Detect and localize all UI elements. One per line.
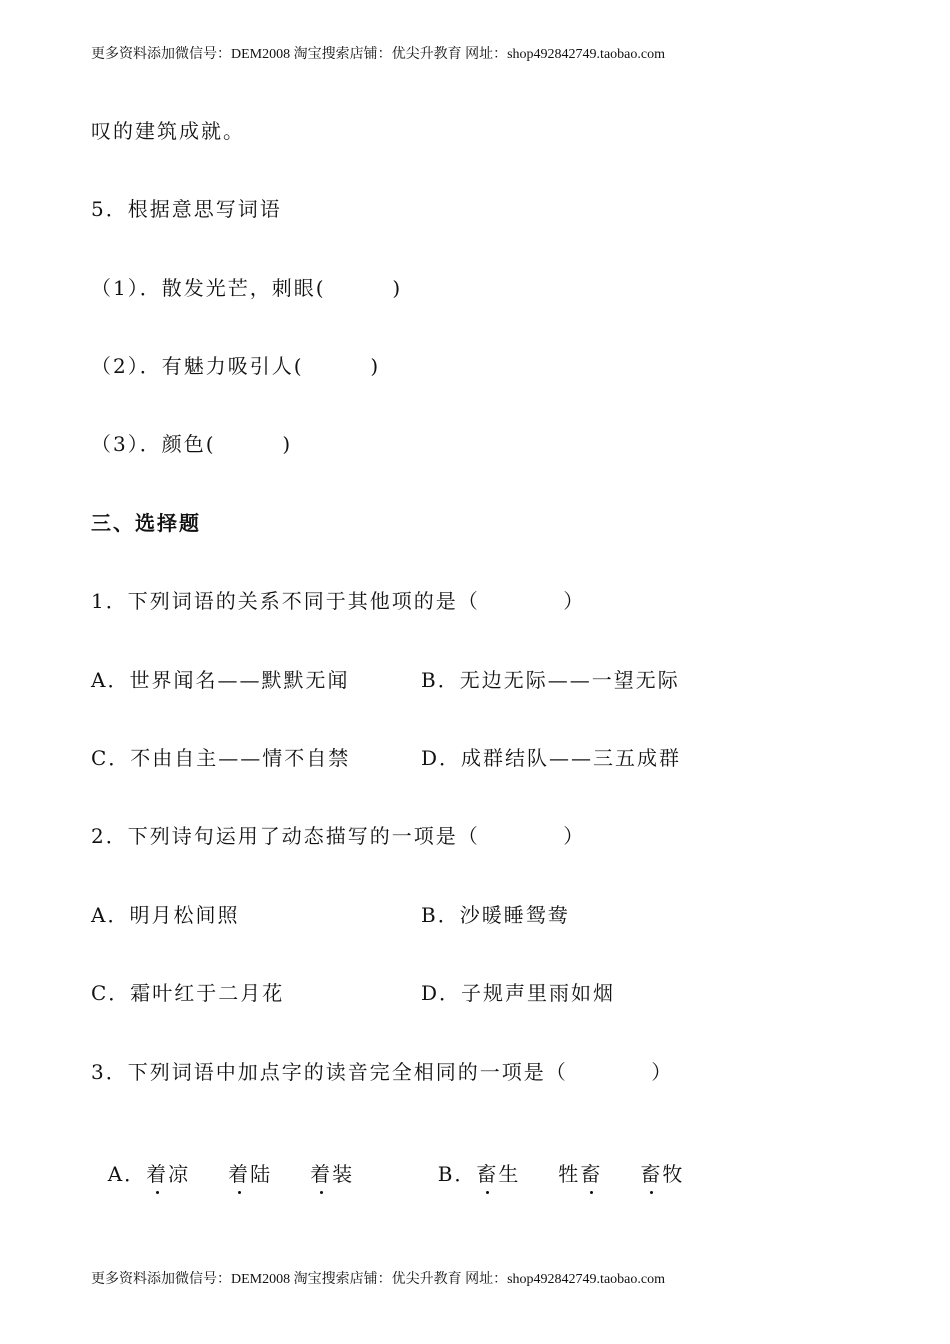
word-rest: 凉 [168,1162,191,1186]
q3-option-b-label: B． [437,1162,477,1186]
dotted-char: 畜 [640,1158,662,1187]
word-rest: 牲 [558,1162,581,1186]
q1-option-a: A．世界闻名——默默无闻 [91,668,350,692]
q2-stem: 2．下列诗句运用了动态描写的一项是（ ） [91,824,586,848]
q1-option-c: C．不由自主——情不自禁 [91,746,351,770]
q5-item-3: （3）．颜色( ) [91,432,293,456]
q2-option-b: B．沙暖睡鸳鸯 [421,903,570,927]
q2-option-d: D．子规声里雨如烟 [421,981,616,1005]
page-header: 更多资料添加微信号：DEM2008 淘宝搜索店铺：优尖升教育 网址：shop492842749.taobao.com [91,47,665,62]
word-rest: 牧 [662,1162,685,1186]
q5-item-1: （1）．散发光芒，刺眼( ) [91,276,403,300]
q2-option-a: A．明月松间照 [91,903,240,927]
q5-item-2: （2）．有魅力吸引人( ) [91,354,381,378]
q3-option-b [421,1134,684,1187]
word-rest: 陆 [250,1162,273,1186]
page-footer: 更多资料添加微信号：DEM2008 淘宝搜索店铺：优尖升教育 网址：shop492842749.taobao.com [91,1272,665,1287]
continuation-text: 叹的建筑成就。 [91,119,245,143]
q1-stem: 1．下列词语的关系不同于其他项的是（ ） [91,589,586,613]
word-rest: 生 [498,1162,521,1186]
q3-option-a [91,1134,354,1187]
q2-option-c: C．霜叶红于二月花 [91,981,285,1005]
q1-option-d: D．成群结队——三五成群 [421,746,682,770]
q1-option-b: B．无边无际——一望无际 [421,668,680,692]
dotted-char: 着 [146,1158,168,1187]
q3-option-a-label: A． [107,1162,147,1186]
word-rest: 装 [332,1162,355,1186]
q3-stem: 3．下列词语中加点字的读音完全相同的一项是（ ） [91,1060,674,1084]
dotted-char: 畜 [580,1158,602,1187]
section-title: 三、选择题 [91,511,201,535]
q5-title: 5．根据意思写词语 [91,197,282,221]
dotted-char: 畜 [476,1158,498,1187]
dotted-char: 着 [228,1158,250,1187]
dotted-char: 着 [310,1158,332,1187]
